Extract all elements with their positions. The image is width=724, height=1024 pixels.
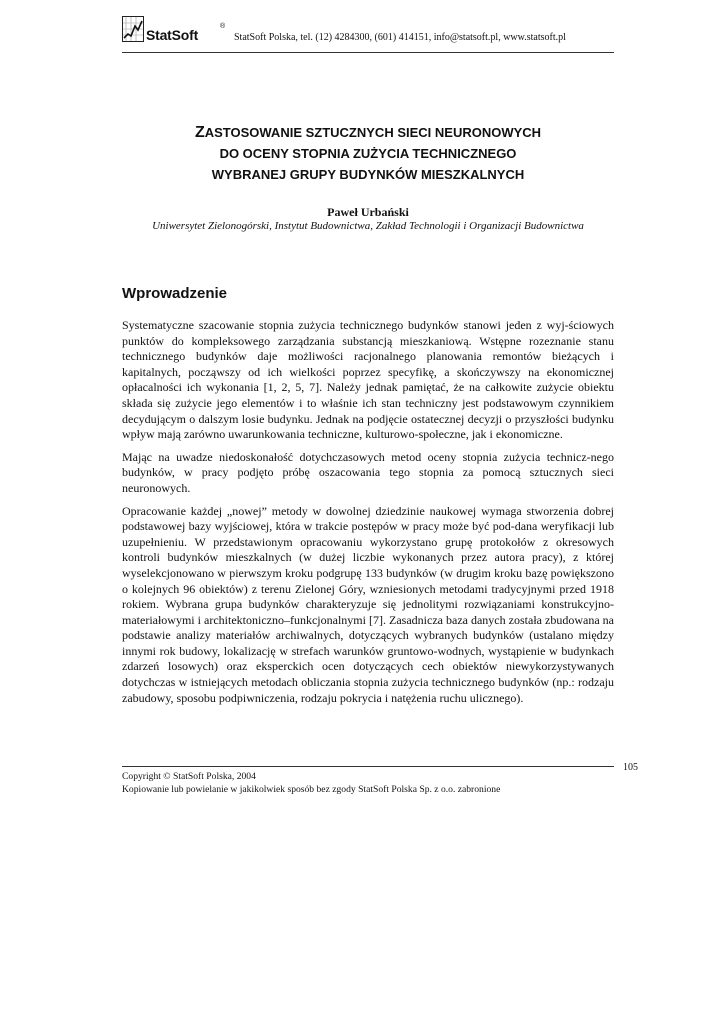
body-text	[122, 318, 614, 713]
title-line-2: DO OCENY STOPNIA ZUŻYCIA TECHNICZNEGO	[219, 146, 517, 161]
title-line-3: WYBRANEJ GRUPY BUDYNKÓW MIESZKALNYCH	[211, 167, 525, 182]
header-contact: StatSoft Polska, tel. (12) 4284300, (601) 414151, info@statsoft.pl, www.statsoft.pl	[234, 32, 566, 43]
paragraph: Systematyczne szacowanie stopnia zużycia technicznego budynków stanowi jeden z wyj-ściowych punktów do kompleksowego zarządzania substancją mieszkaniową. Wstępne rozeznanie stanu technicznego budynków daje możliwości racjonalnego planowania remontów bieżących i kapitalnych, począwszy od ich wielkości poprzez specyfikę, a skończywszy na ekonomicznej opłacalności ich wykonania [1, 2, 5, 7]. Należy jednak pamiętać, że na całkowite zużycie obiektu składa się zużycie jego elementów i to właśnie ich stan techniczny jest podstawowym czynnikiem decydującym o dalszym losie budynku. Jednak na podjęcie ostatecznej decyzji o przyszłości budynku wpływ mają zarówno uwarunkowania techniczne, kulturowo-społeczne, jak i ekonomiczne.	[122, 318, 614, 442]
title-line-1	[122, 122, 614, 143]
registered-mark: ®	[220, 23, 226, 30]
page-number: 105	[623, 762, 638, 773]
title-line-1-rest: ASTOSOWANIE SZTUCZNYCH SIECI NEURONOWYCH	[204, 125, 542, 140]
header-divider	[122, 52, 614, 53]
chart-logo-icon	[122, 16, 144, 42]
author-name: Paweł Urbański	[327, 205, 409, 219]
page-header	[122, 14, 614, 54]
copy-notice: Kopiowanie lub powielanie w jakikolwiek sposób bez zgody StatSoft Polska Sp. z o.o. zabronione	[122, 784, 501, 795]
author-affiliation: Uniwersytet Zielonogórski, Instytut Budownictwa, Zakład Technologii i Organizacji Budownictwa	[152, 220, 584, 232]
title-initial: Z	[194, 124, 205, 141]
paragraph: Mając na uwadze niedoskonałość dotychczasowych metod oceny stopnia zużycia technicz-nego budynków, w pracy podjęto próbę oszacowania tego stopnia za pomocą sztucznych sieci neuronowych.	[122, 449, 614, 495]
statsoft-logo	[122, 14, 232, 48]
section-heading: Wprowadzenie	[122, 285, 228, 302]
page-footer	[122, 770, 614, 796]
copyright-line: Copyright © StatSoft Polska, 2004	[122, 771, 256, 782]
footer-divider	[122, 766, 614, 767]
paragraph: Opracowanie każdej „nowej” metody w dowolnej dziedzinie naukowej wymaga stworzenia dobrej podstawowej bazy wyjściowej, która w trakcie postępów w pracy może być pod-dana weryfikacji lub uzupełnieniu. W przedstawionym opracowaniu wykorzystano grupę protokołów z okresowych kontroli budynków mieszkalnych (w dużej liczbie wykonanych przez autora pracy), z której wyselekcjonowano w pierwszym kroku podgrupę 133 budynków (w drugim kroku bazę powiększono o kolejnych 96 obiektów) z terenu Zielonej Góry, wzniesionych metodami tradycyjnymi przed 1918 rokiem. Wybrana grupa budynków charakteryzuje się jednolitymi rozwiązaniami konstrukcyjno-materiałowymi i architektoniczno–funkcjonalnymi [7]. Zasadnicza baza danych została zbudowana na podstawie analizy materiałów archiwalnych, dotyczących wybranych budynków (ustalano między innymi rok budowy, lokalizację w strefach warunków gruntowo-wodnych, wystąpienie w budynkach zdarzeń losowych) oraz eksperckich ocen dotyczących cech obiektów niewykorzystywanych dotychczas w istniejących metodach obliczania stopnia zużycia technicznego budynków (np.: rodzaju zabudowy, sposobu podpiwniczenia, rodzaju pokrycia i natężenia ruchu ulicznego).	[122, 503, 614, 705]
brand-name: StatSoft	[146, 27, 199, 43]
paper-title	[122, 122, 614, 185]
